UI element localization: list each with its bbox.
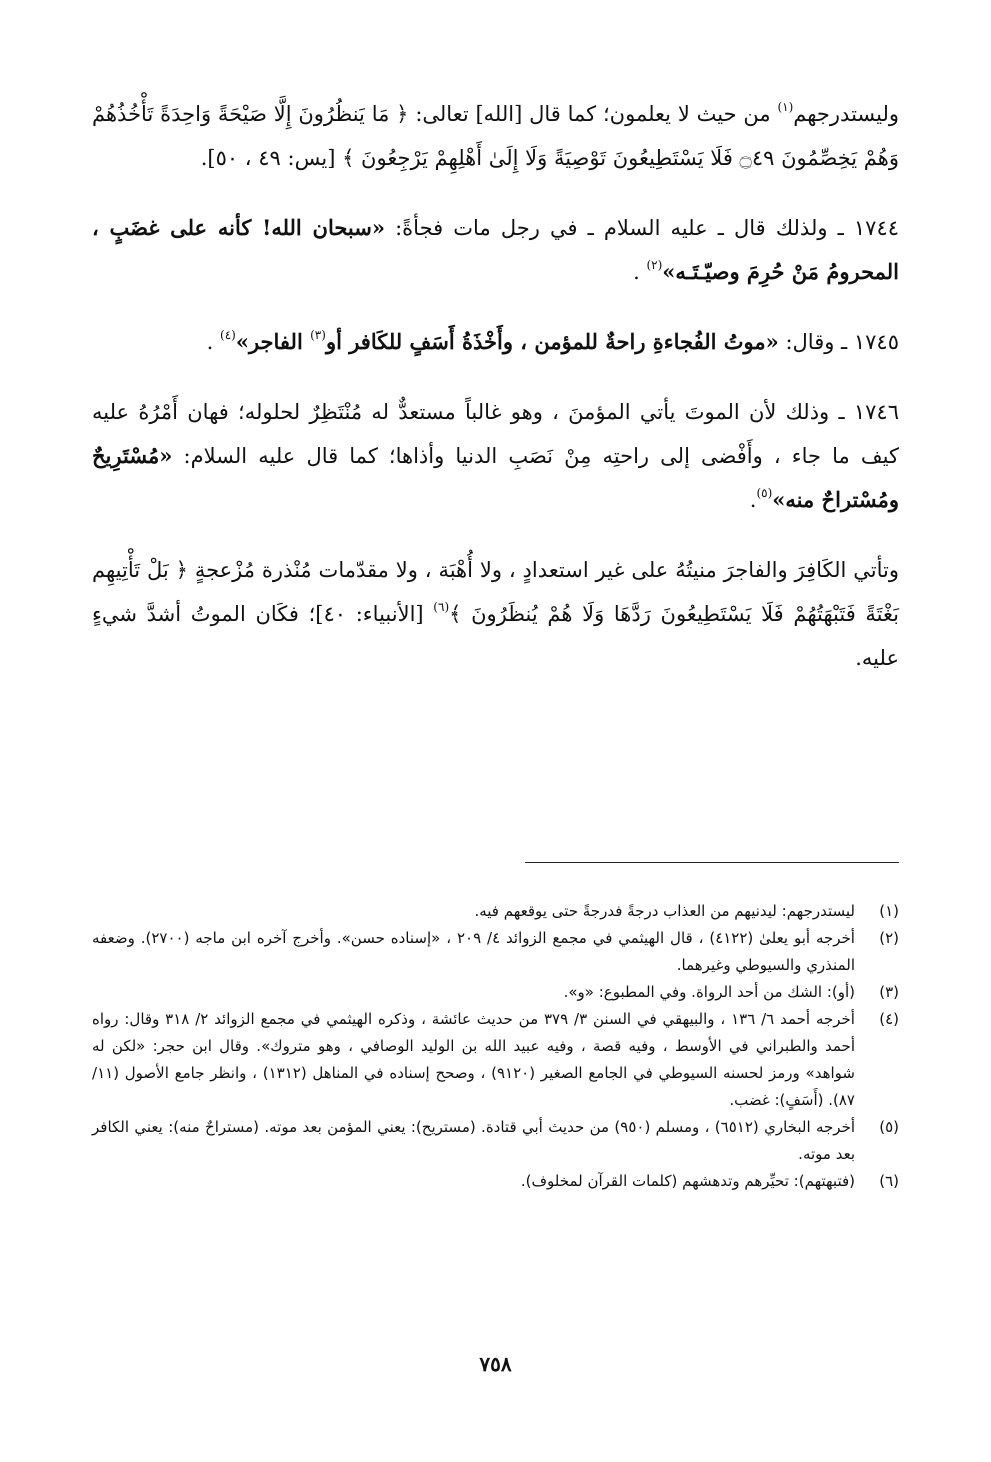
page-number: ٧٥٨ bbox=[479, 1352, 512, 1376]
paragraph-number: ١٧٤٤ bbox=[853, 216, 900, 240]
paragraph-intro bbox=[92, 92, 899, 180]
footnote-item bbox=[92, 1114, 899, 1168]
footnote-ref[interactable]: (٥) bbox=[756, 486, 773, 500]
footnote-text: ليستدرجهم: ليدنيهم من العذاب درجةً فدرجةً حتى يوقعهم فيه. bbox=[474, 902, 855, 920]
footnote-number: (٢) bbox=[879, 929, 899, 947]
hadith-quote-end: الفاجر» bbox=[235, 329, 311, 354]
lead-word: وليستدرجهم bbox=[793, 102, 900, 126]
footnote-item bbox=[92, 1168, 899, 1195]
footnote-text: (فتبهتهم): تحيِّرهم وتدهشهم (كلمات القرآن لمخلوف). bbox=[520, 1172, 855, 1190]
quran-verse: ﴿ مَا يَنظُرُونَ إِلَّا صَيْحَةً وَاحِدَةً تَأْخُذُهُمْ وَهُمْ يَخِصِّمُونَ ۝٤٩ فَلَا يَسْتَطِيعُونَ تَوْصِيَةً وَلَا إِلَىٰ أَهْلِهِمْ يَرْجِعُونَ ﴾ bbox=[92, 102, 899, 170]
main-text bbox=[92, 92, 899, 706]
paragraph-text: ـ وقال: bbox=[778, 330, 854, 354]
footnote-ref[interactable]: (٦) bbox=[433, 600, 450, 614]
hadith-quote: «سبحان الله! كأنه على غضَبٍ ، المحرومُ مَنْ حُرِمَ وصيّـتَـه» bbox=[92, 215, 899, 284]
footnote-ref[interactable]: (٤) bbox=[220, 328, 236, 342]
footnote-number: (١) bbox=[879, 902, 899, 920]
footnote-number: (٦) bbox=[879, 1172, 899, 1190]
footnote-number: (٣) bbox=[879, 983, 899, 1001]
footnote-ref[interactable]: (١) bbox=[777, 100, 794, 114]
paragraph-number: ١٧٤٥ bbox=[853, 330, 899, 354]
hadith-quote: «موتُ الفُجاءةِ راحةٌ للمؤمن ، وأَخْذَةُ أَسَفٍ للكَافر أو bbox=[325, 329, 779, 354]
footnote-ref[interactable]: (٢) bbox=[646, 258, 663, 272]
footnote-item bbox=[92, 898, 899, 925]
verse-reference: [يس: ٤٩ ، ٥٠]. bbox=[200, 146, 343, 170]
paragraph-1746 bbox=[92, 390, 899, 522]
footnote-number: (٤) bbox=[879, 1010, 899, 1028]
footnote-divider bbox=[525, 862, 899, 863]
paragraph-conclusion bbox=[92, 548, 899, 680]
quran-verse: ﴿ بَلْ تَأْتِيهِم بَغْتَةً فَتَبْهَتُهُمْ فَلَا يَسْتَطِيعُونَ رَدَّهَا وَلَا هُمْ يُنظَرُونَ ﴾ bbox=[92, 558, 899, 626]
footnote-text: أخرجه البخاري (٦٥١٢) ، ومسلم (٩٥٠) من حديث أبي قتادة. (مستريح): يعني المؤمن بعد موته. (مستراحٌ منه): يعني الكافر بعد موته. bbox=[92, 1118, 856, 1163]
footnote-ref[interactable]: (٣) bbox=[310, 328, 326, 342]
paragraph-tail: . bbox=[633, 260, 647, 284]
footnote-item bbox=[92, 1006, 899, 1114]
paragraph-number: ١٧٤٦ bbox=[853, 400, 899, 424]
paragraph-text: من حيث لا يعلمون؛ كما قال [الله] تعالى: bbox=[408, 102, 778, 126]
footnote-number: (٥) bbox=[879, 1118, 899, 1136]
footnote-item bbox=[92, 925, 899, 979]
footnotes bbox=[92, 898, 899, 1195]
verse-reference: [الأنبياء: ٤٠]؛ فكَان الموتُ أشدَّ شيءٍ عليه. bbox=[92, 602, 899, 670]
footnote-text: أخرجه أحمد ٦/ ١٣٦ ، والبيهقي في السنن ٣/ ٣٧٩ من حديث عائشة ، وذكره الهيثمي في مجمع الزوائد ٢/ ٣١٨ وقال: رواه أحمد والطبراني في الأوسط ، وفيه قصة ، وفيه عبيد الله بن الوليد الوصافي ، وهو متروك». وقال ابن حجر: «لكن له شواهد» ورمز لحسنه السيوطي في الجامع الصغير (٩١٢٠) ، وصحح إسناده في المناهل (١٣١٢) ، وانظر جامع الأصول (١١/ ٨٧). (أَسَفٍ): غضب. bbox=[92, 1010, 855, 1109]
paragraph-1744 bbox=[92, 206, 899, 294]
footnote-item bbox=[92, 979, 899, 1006]
paragraph-text: وتأتي الكَافِرَ والفاجرَ منيتُهُ على غير استعدادٍ ، ولا أُهْبَة ، ولا مقدّمات مُنْذرة مُزْعجةٍ bbox=[187, 558, 899, 582]
paragraph-text: ـ وذلك لأن الموتَ يأتي المؤمنَ ، وهو غالباً مستعدٌّ له مُنْتَظِرٌ لحلوله؛ فهان أَمْرُهُ عليه كيف ما جاء ، وأَفْضى إلى راحتِه مِنْ نَصَبِ الدنيا وأذاها؛ كما قال عليه السلام: bbox=[92, 400, 899, 468]
paragraph-tail: . bbox=[749, 488, 757, 512]
hadith-quote: «مُسْتَرِيحٌ ومُسْتراحٌ منه» bbox=[92, 443, 899, 512]
footnote-text: (أو): الشك من أحد الرواة. وفي المطبوع: «و». bbox=[563, 983, 855, 1001]
paragraph-tail: . bbox=[206, 330, 221, 354]
footnote-text: أخرجه أبو يعلىٰ (٤١٢٢) ، قال الهيثمي في مجمع الزوائد ٤/ ٢٠٩ ، «إسناده حسن». وأخرج آخره ابن ماجه (٢٧٠٠). وضعفه المنذري والسيوطي وغيرهما. bbox=[92, 929, 855, 974]
paragraph-1745 bbox=[92, 320, 899, 364]
paragraph-text: ـ ولذلك قال ـ عليه السلام ـ في رجل مات فجأةً: bbox=[384, 216, 854, 240]
